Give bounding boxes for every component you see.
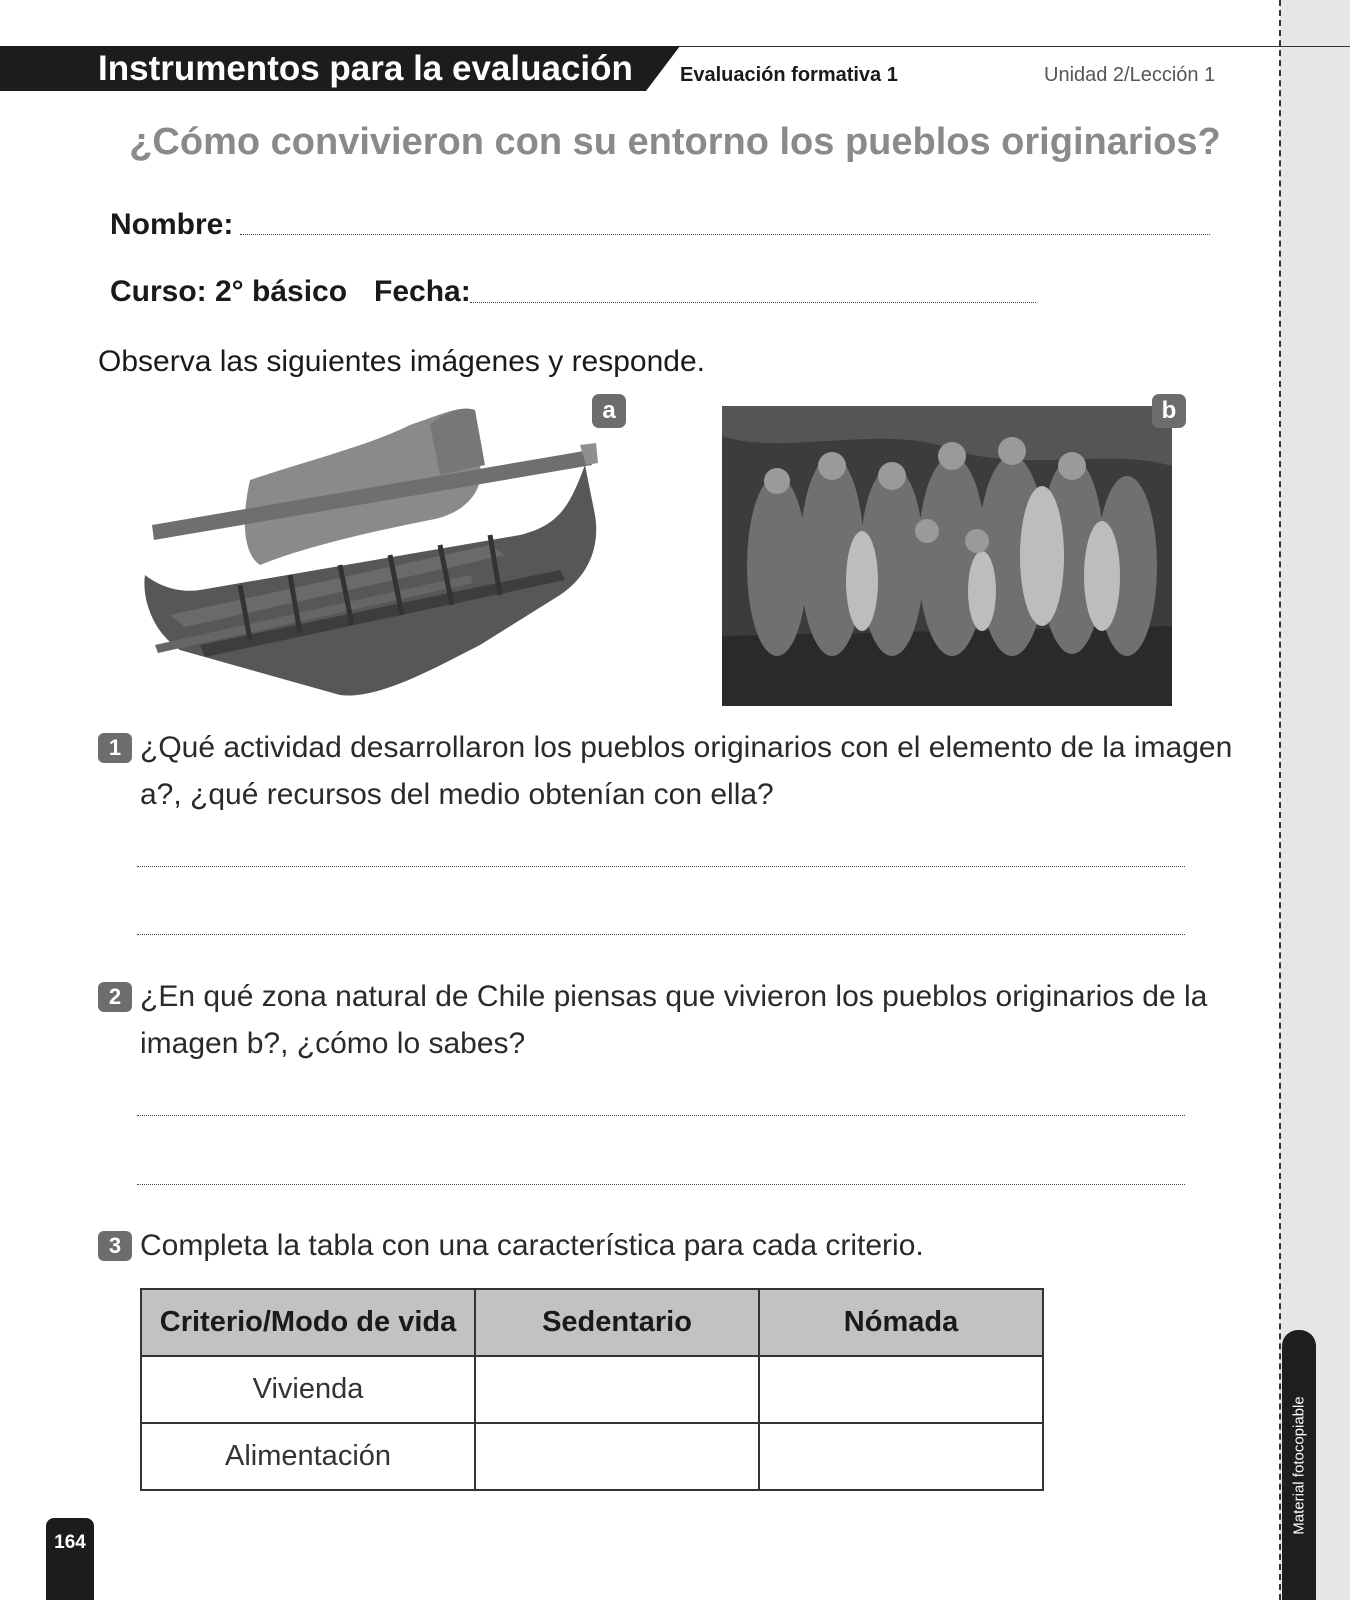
row-alimentacion-label: Alimentación [141,1423,475,1490]
question-2-answer-line-2[interactable] [137,1166,1185,1185]
date-label: Fecha: [374,275,471,308]
evaluation-label: Evaluación formativa 1 [680,64,898,86]
vivienda-nomada-cell[interactable] [759,1356,1043,1423]
page-number-tab [46,1518,94,1600]
cut-line [1279,0,1281,1600]
table-header-row [141,1289,1043,1356]
question-1-line1: ¿Qué actividad desarrollaron los pueblos originarios con el elemento de la imagen [140,731,1233,764]
page-title: ¿Cómo convivieron con su entorno los pueblos originarios? [129,121,1221,163]
date-field[interactable] [470,284,1036,303]
group-photo [722,406,1172,706]
side-tab-label: Material fotocopiable [1290,1395,1308,1535]
name-field[interactable] [240,216,1210,235]
criteria-table [140,1288,1044,1491]
header-sedentario: Sedentario [475,1289,759,1356]
section-title: Instrumentos para la evaluación [98,49,633,88]
question-1-answer-line-1[interactable] [137,848,1185,867]
header-nomada: Nómada [759,1289,1043,1356]
question-1-answer-line-2[interactable] [137,916,1185,935]
table-row [141,1356,1043,1423]
canoe-image [140,405,610,705]
alimentacion-nomada-cell[interactable] [759,1423,1043,1490]
row-vivienda-label: Vivienda [141,1356,475,1423]
question-2-line1: ¿En qué zona natural de Chile piensas que vivieron los pueblos originarios de la [140,980,1208,1013]
image-b-badge: b [1152,394,1186,428]
question-2-answer-line-1[interactable] [137,1097,1185,1116]
name-label: Nombre: [110,208,234,241]
question-3-number: 3 [98,1231,132,1261]
vivienda-sedentario-cell[interactable] [475,1356,759,1423]
question-1-number: 1 [98,733,132,763]
table-row [141,1423,1043,1490]
question-2-number: 2 [98,982,132,1012]
course-label: Curso: 2° básico [110,275,348,308]
header-criterio: Criterio/Modo de vida [141,1289,475,1356]
question-1-line2: a?, ¿qué recursos del medio obtenían con ella? [140,778,774,811]
image-a-badge: a [592,394,626,428]
unit-label: Unidad 2/Lección 1 [1044,64,1216,86]
question-3-line1: Completa la tabla con una característica para cada criterio. [140,1229,924,1262]
page-number: 164 [54,1532,86,1553]
alimentacion-sedentario-cell[interactable] [475,1423,759,1490]
question-2-line2: imagen b?, ¿cómo lo sabes? [140,1027,526,1060]
instruction: Observa las siguientes imágenes y responde. [98,345,706,378]
